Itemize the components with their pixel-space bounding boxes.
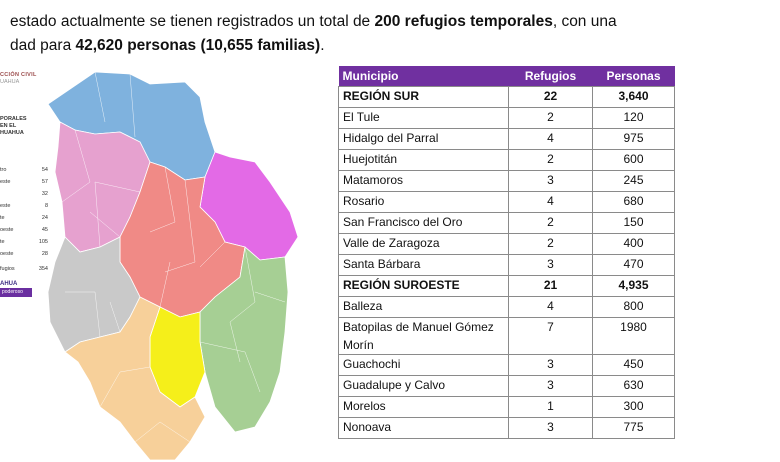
cell-municipio: Valle de Zaragoza: [339, 234, 509, 255]
table-row: [339, 129, 675, 150]
cell-personas: 300: [593, 397, 675, 418]
legend-row: [0, 215, 48, 222]
legend-row-label: este: [0, 203, 11, 209]
legend-rows: [0, 167, 48, 273]
table-row: [339, 192, 675, 213]
legend-row-label: oeste: [0, 227, 14, 233]
cell-refugios: 2: [509, 150, 593, 171]
cell-refugios: 3: [509, 376, 593, 397]
legend-row: [0, 227, 48, 234]
legend-row-value: 354: [38, 266, 48, 272]
cell-refugios: 4: [509, 192, 593, 213]
cell-refugios: 3: [509, 255, 593, 276]
intro-bold-personas: 42,620 personas (10,655 familias): [75, 37, 321, 54]
intro-text: dad para: [10, 37, 76, 54]
state-logo: AHUA: [0, 281, 18, 287]
cell-personas: 600: [593, 150, 675, 171]
legend-row: [0, 266, 48, 273]
chihuahua-regions-map: [0, 62, 330, 462]
table-region-row: [339, 87, 675, 108]
legend-row-label: te: [0, 239, 5, 245]
header-personas: Personas: [593, 66, 675, 87]
cell-refugios: 3: [509, 171, 593, 192]
legend-row-label: fugios: [0, 266, 15, 272]
cell-personas: 975: [593, 129, 675, 150]
map-legend: [0, 72, 48, 297]
cell-personas: 120: [593, 108, 675, 129]
cell-personas: 630: [593, 376, 675, 397]
cell-municipio: REGIÓN SUR: [339, 87, 509, 108]
legend-row: [0, 203, 48, 210]
legend-row: [0, 179, 48, 186]
legend-row-label: tro: [0, 167, 7, 173]
intro-line-2: [10, 34, 670, 58]
cell-personas: 680: [593, 192, 675, 213]
table-row: [339, 108, 675, 129]
cell-municipio: REGIÓN SUROESTE: [339, 276, 509, 297]
agency-name: CCIÓN CIVIL: [0, 72, 37, 78]
cell-municipio: Matamoros: [339, 171, 509, 192]
table-row: [339, 213, 675, 234]
cell-refugios: 1: [509, 397, 593, 418]
cell-municipio: Guachochi: [339, 355, 509, 376]
cell-municipio: San Francisco del Oro: [339, 213, 509, 234]
cell-personas: 400: [593, 234, 675, 255]
intro-text: estado actualmente se tienen registrados un total de: [10, 13, 375, 30]
legend-row-value: 32: [41, 191, 48, 197]
cell-refugios: 22: [509, 87, 593, 108]
cell-refugios: 21: [509, 276, 593, 297]
legend-title-line: EN EL: [0, 123, 17, 129]
cell-refugios: 7: [509, 318, 593, 355]
table-body: [339, 87, 675, 439]
legend-row-value: 54: [41, 167, 48, 173]
table-row: [339, 318, 675, 355]
legend-row-value: 24: [41, 215, 48, 221]
legend-row-label: este: [0, 179, 11, 185]
legend-row: [0, 191, 48, 198]
table-row: [339, 355, 675, 376]
cell-refugios: 3: [509, 355, 593, 376]
intro-text: , con una: [552, 13, 617, 30]
intro-line-1: [10, 10, 670, 34]
legend-title-line: PORALES: [0, 116, 27, 122]
header-municipio: Municipio: [339, 66, 509, 87]
table-row: [339, 150, 675, 171]
slogan-badge: poderoso: [0, 288, 32, 297]
cell-personas: 245: [593, 171, 675, 192]
table-header-row: [339, 66, 675, 87]
cell-refugios: 2: [509, 213, 593, 234]
legend-title-line: HUAHUA: [0, 130, 24, 136]
cell-refugios: 2: [509, 108, 593, 129]
intro-text: .: [320, 37, 325, 54]
cell-personas: 450: [593, 355, 675, 376]
intro-paragraph: [10, 10, 670, 58]
shelters-table: [338, 66, 675, 439]
table-row: [339, 171, 675, 192]
legend-row-label: te: [0, 215, 5, 221]
cell-municipio: Nonoava: [339, 418, 509, 439]
cell-personas: 4,935: [593, 276, 675, 297]
cell-municipio: Santa Bárbara: [339, 255, 509, 276]
table-row: [339, 418, 675, 439]
cell-municipio: Huejotitán: [339, 150, 509, 171]
intro-bold-refugios: 200 refugios temporales: [374, 13, 553, 30]
table-row: [339, 397, 675, 418]
agency-subtitle: UAHUA: [0, 79, 20, 85]
legend-row-value: 45: [41, 227, 48, 233]
table-row: [339, 297, 675, 318]
legend-row-value: 8: [44, 203, 48, 209]
cell-personas: 3,640: [593, 87, 675, 108]
cell-municipio: El Tule: [339, 108, 509, 129]
cell-municipio: Rosario: [339, 192, 509, 213]
legend-row-value: 28: [41, 251, 48, 257]
table-region-row: [339, 276, 675, 297]
cell-personas: 470: [593, 255, 675, 276]
legend-row-label: oeste: [0, 251, 14, 257]
cell-refugios: 2: [509, 234, 593, 255]
cell-personas: 1980: [593, 318, 675, 355]
table-row: [339, 376, 675, 397]
legend-row: [0, 251, 48, 258]
legend-title: [0, 116, 48, 137]
cell-refugios: 3: [509, 418, 593, 439]
legend-row-value: 57: [41, 179, 48, 185]
table-row: [339, 255, 675, 276]
cell-personas: 150: [593, 213, 675, 234]
cell-municipio: Hidalgo del Parral: [339, 129, 509, 150]
cell-personas: 775: [593, 418, 675, 439]
table-row: [339, 234, 675, 255]
cell-refugios: 4: [509, 129, 593, 150]
cell-refugios: 4: [509, 297, 593, 318]
legend-row: [0, 167, 48, 174]
cell-municipio: Balleza: [339, 297, 509, 318]
cell-municipio: Guadalupe y Calvo: [339, 376, 509, 397]
legend-row: [0, 239, 48, 246]
cell-municipio: Batopilas de Manuel Gómez Morín: [339, 318, 509, 355]
cell-municipio: Morelos: [339, 397, 509, 418]
cell-personas: 800: [593, 297, 675, 318]
legend-row-value: 105: [38, 239, 48, 245]
header-refugios: Refugios: [509, 66, 593, 87]
